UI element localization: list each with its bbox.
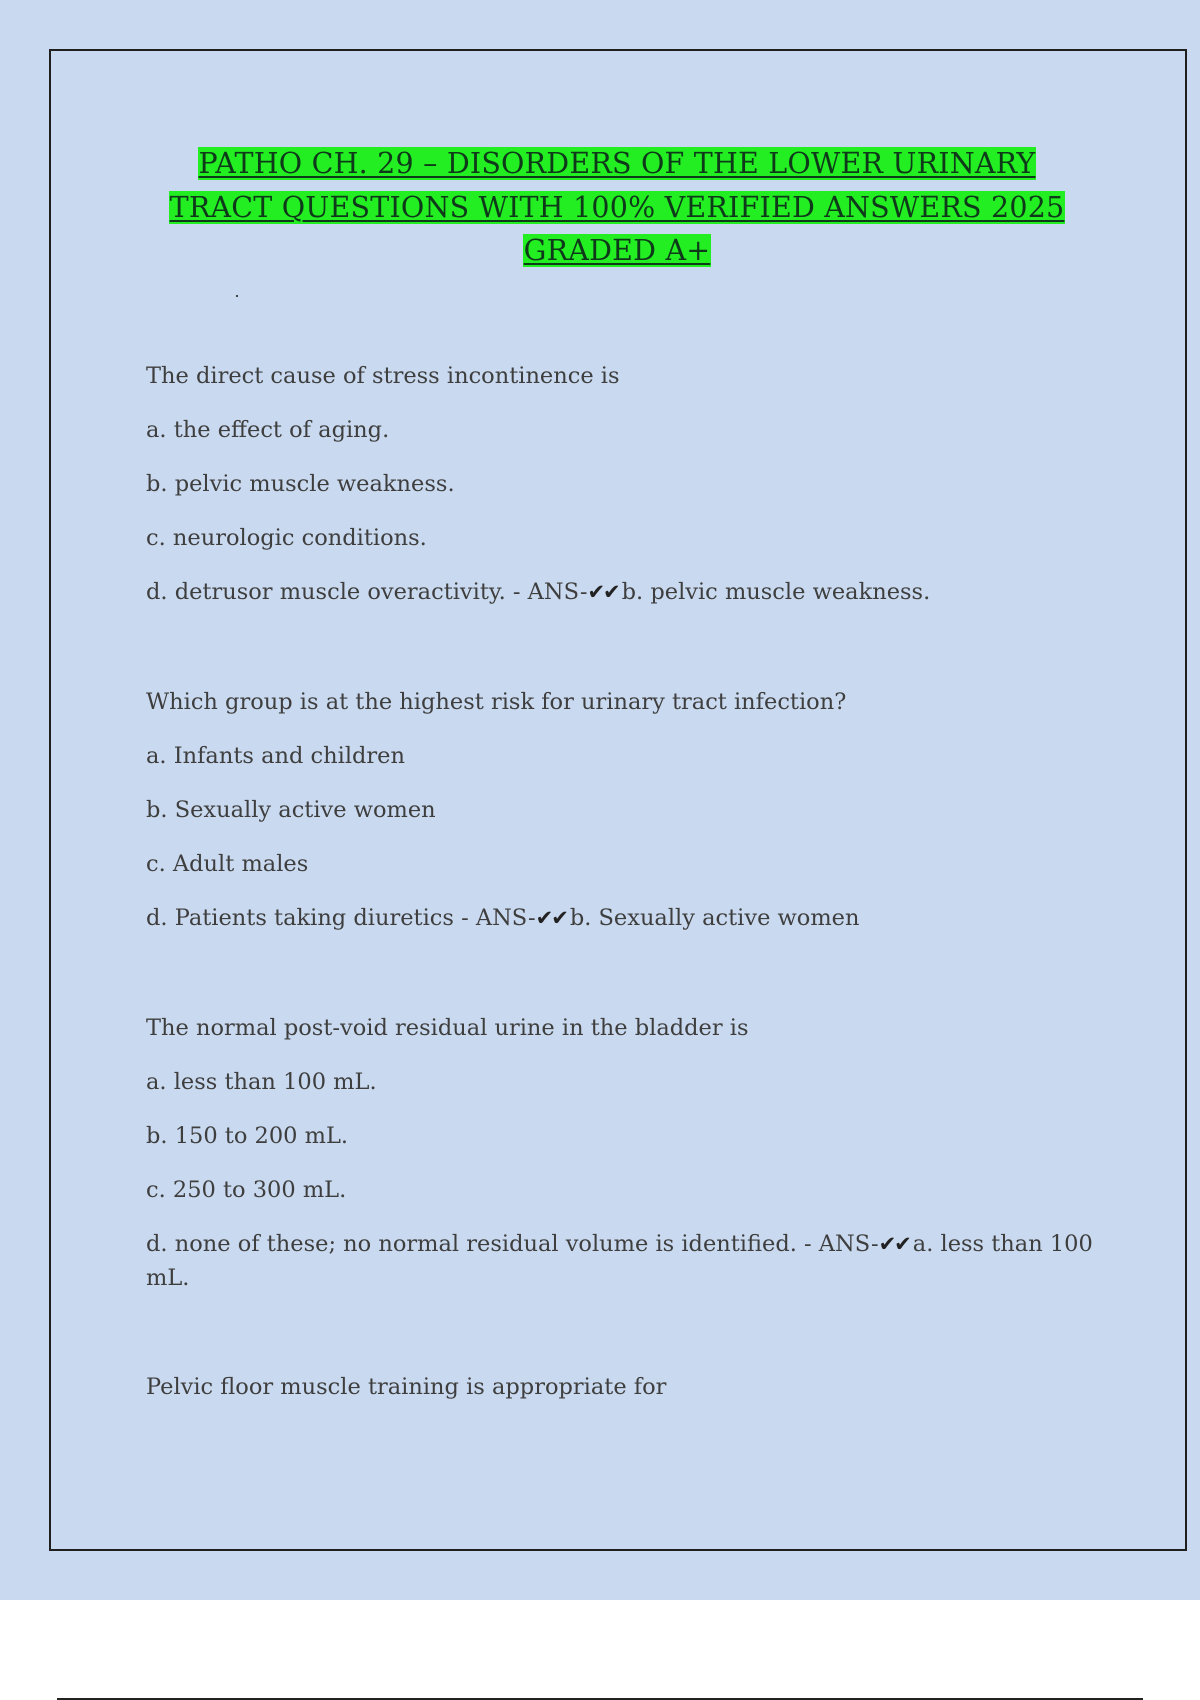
option-c: c. Adult males <box>146 851 309 877</box>
option-d-with-answer <box>146 1227 1096 1295</box>
double-check-icon: ✔✔ <box>535 906 567 930</box>
option-d: d. detrusor muscle overactivity. - ANS- <box>146 579 588 605</box>
option-b: b. 150 to 200 mL. <box>146 1123 349 1149</box>
option-d: d. Patients taking diuretics - ANS- <box>146 905 536 931</box>
answer-text: b. Sexually active women <box>569 905 860 931</box>
option-d-with-answer <box>146 901 1096 935</box>
option-d: d. none of these; no normal residual volume is identified. - ANS- <box>146 1231 879 1257</box>
document-title <box>120 142 1114 273</box>
question-block-1 <box>146 359 1096 609</box>
answer-text: b. pelvic muscle weakness. <box>621 579 931 605</box>
option-c: c. 250 to 300 mL. <box>146 1177 347 1203</box>
question-stem: Which group is at the highest risk for urinary tract infection? <box>146 689 847 715</box>
option-a: a. Infants and children <box>146 743 405 769</box>
option-a: a. the effect of aging. <box>146 417 390 443</box>
question-block-3 <box>146 1011 1096 1295</box>
question-stem: The direct cause of stress incontinence is <box>146 363 620 389</box>
double-check-icon: ✔✔ <box>878 1232 910 1256</box>
title-line-3: GRADED A+ <box>523 234 711 267</box>
question-block-2 <box>146 685 1096 935</box>
option-b: b. pelvic muscle weakness. <box>146 471 455 497</box>
title-line-1: PATHO CH. 29 – DISORDERS OF THE LOWER URINARY <box>198 147 1036 180</box>
question-stem: Pelvic floor muscle training is appropriate for <box>146 1374 667 1400</box>
question-stem: The normal post-void residual urine in the bladder is <box>146 1015 749 1041</box>
double-check-icon: ✔✔ <box>587 580 619 604</box>
option-b: b. Sexually active women <box>146 797 436 823</box>
option-d-with-answer <box>146 575 1096 609</box>
title-line-2: TRACT QUESTIONS WITH 100% VERIFIED ANSWERS 2025 <box>169 190 1065 224</box>
stray-dot <box>236 295 238 297</box>
answer-text: a. less than 100 mL. <box>146 1231 1093 1291</box>
option-a: a. less than 100 mL. <box>146 1069 377 1095</box>
option-c: c. neurologic conditions. <box>146 525 427 551</box>
question-block-4 <box>146 1370 1096 1424</box>
